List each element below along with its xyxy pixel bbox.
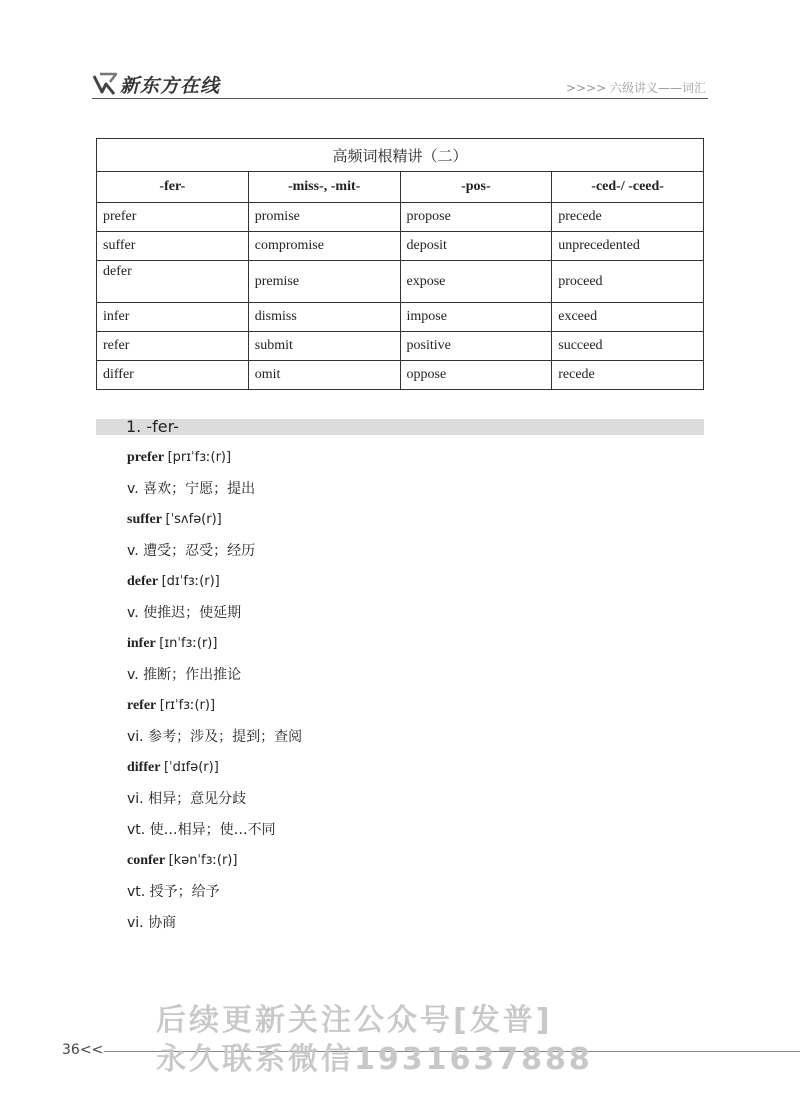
table-cell: refer <box>97 332 249 361</box>
table-row <box>97 232 704 261</box>
table-title-row <box>97 139 704 172</box>
entry-definition: v. 喜欢；宁愿；提出 <box>127 481 256 497</box>
table-cell: compromise <box>248 232 400 261</box>
table-cell: succeed <box>552 332 704 361</box>
table-row <box>97 332 704 361</box>
entry-pronunciation: [ˈsʌfə(r)] <box>165 512 222 527</box>
table-cell: prefer <box>97 203 249 232</box>
watermark-line-1: 后续更新关注公众号[发普] <box>156 1003 553 1038</box>
header-divider <box>92 98 708 99</box>
table-cell: recede <box>552 361 704 390</box>
table-row <box>97 261 704 303</box>
table-cell: suffer <box>97 232 249 261</box>
entry-pronunciation: [kənˈfɜː(r)] <box>168 853 238 868</box>
table-cell: omit <box>248 361 400 390</box>
entry-definition: v. 推断；作出推论 <box>127 667 242 683</box>
entry-pronunciation: [rɪˈfɜː(r)] <box>159 698 216 713</box>
entry-headword-line <box>127 570 687 601</box>
table-cell: proceed <box>552 261 704 303</box>
column-header: -pos- <box>400 172 552 203</box>
entry-pronunciation: [prɪˈfɜː(r)] <box>167 450 232 465</box>
logo <box>92 70 220 98</box>
entry-definition: v. 遭受；忍受；经历 <box>127 543 256 559</box>
entry-word: defer <box>127 574 159 589</box>
entry-headword-line <box>127 632 687 663</box>
logo-text: 新东方在线 <box>120 74 221 97</box>
entry-pronunciation: [ɪnˈfɜː(r)] <box>159 636 218 651</box>
table-row <box>97 303 704 332</box>
table-cell: deposit <box>400 232 552 261</box>
entry-headword-line <box>127 849 687 880</box>
table-cell: defer <box>97 261 249 303</box>
table-cell: submit <box>248 332 400 361</box>
entry-word: infer <box>127 636 156 651</box>
table-cell: promise <box>248 203 400 232</box>
section-title: 1. -fer- <box>126 417 179 436</box>
table-cell: exceed <box>552 303 704 332</box>
table-cell: propose <box>400 203 552 232</box>
section-heading-bar <box>96 419 704 435</box>
column-header: -fer- <box>97 172 249 203</box>
watermark-line-2: 永久联系微信1931637888 <box>156 1042 593 1077</box>
page-number: 36<< <box>62 1042 104 1058</box>
vocabulary-entries <box>127 446 687 942</box>
entry-headword-line <box>127 446 687 477</box>
table-header-row <box>97 172 704 203</box>
table-row <box>97 203 704 232</box>
table-cell: dismiss <box>248 303 400 332</box>
entry-definition: vi. 协商 <box>127 915 177 931</box>
word-root-table <box>96 138 704 390</box>
table-cell: precede <box>552 203 704 232</box>
table-cell: expose <box>400 261 552 303</box>
entry-headword-line <box>127 756 687 787</box>
entry-definition: vi. 参考；涉及；提到；查阅 <box>127 729 303 745</box>
entry-definition: vt. 授予；给予 <box>127 884 220 900</box>
table-cell: premise <box>248 261 400 303</box>
column-header: -miss-, -mit- <box>248 172 400 203</box>
table-row <box>97 361 704 390</box>
entry-definition: vt. 使…相异；使…不同 <box>127 822 276 838</box>
entry-word: confer <box>127 853 166 868</box>
entry-word: differ <box>127 760 161 775</box>
entry-word: suffer <box>127 512 162 527</box>
entry-word: prefer <box>127 450 165 465</box>
table-title: 高频词根精讲（二） <box>97 139 704 172</box>
table-cell: infer <box>97 303 249 332</box>
logo-mark-icon <box>92 72 118 96</box>
entry-word: refer <box>127 698 157 713</box>
table-cell: differ <box>97 361 249 390</box>
entry-definition: v. 使推迟；使延期 <box>127 605 242 621</box>
table-cell: unprecedented <box>552 232 704 261</box>
column-header: -ced-/ -ceed- <box>552 172 704 203</box>
entry-definition: vi. 相异；意见分歧 <box>127 791 247 807</box>
table-cell: oppose <box>400 361 552 390</box>
entry-pronunciation: [dɪˈfɜː(r)] <box>161 574 220 589</box>
entry-headword-line <box>127 694 687 725</box>
page-header <box>92 70 708 100</box>
table-cell: impose <box>400 303 552 332</box>
entry-headword-line <box>127 508 687 539</box>
header-section-label: >>>> 六级讲义——词汇 <box>565 81 706 95</box>
table-cell: positive <box>400 332 552 361</box>
entry-pronunciation: [ˈdɪfə(r)] <box>163 760 219 775</box>
